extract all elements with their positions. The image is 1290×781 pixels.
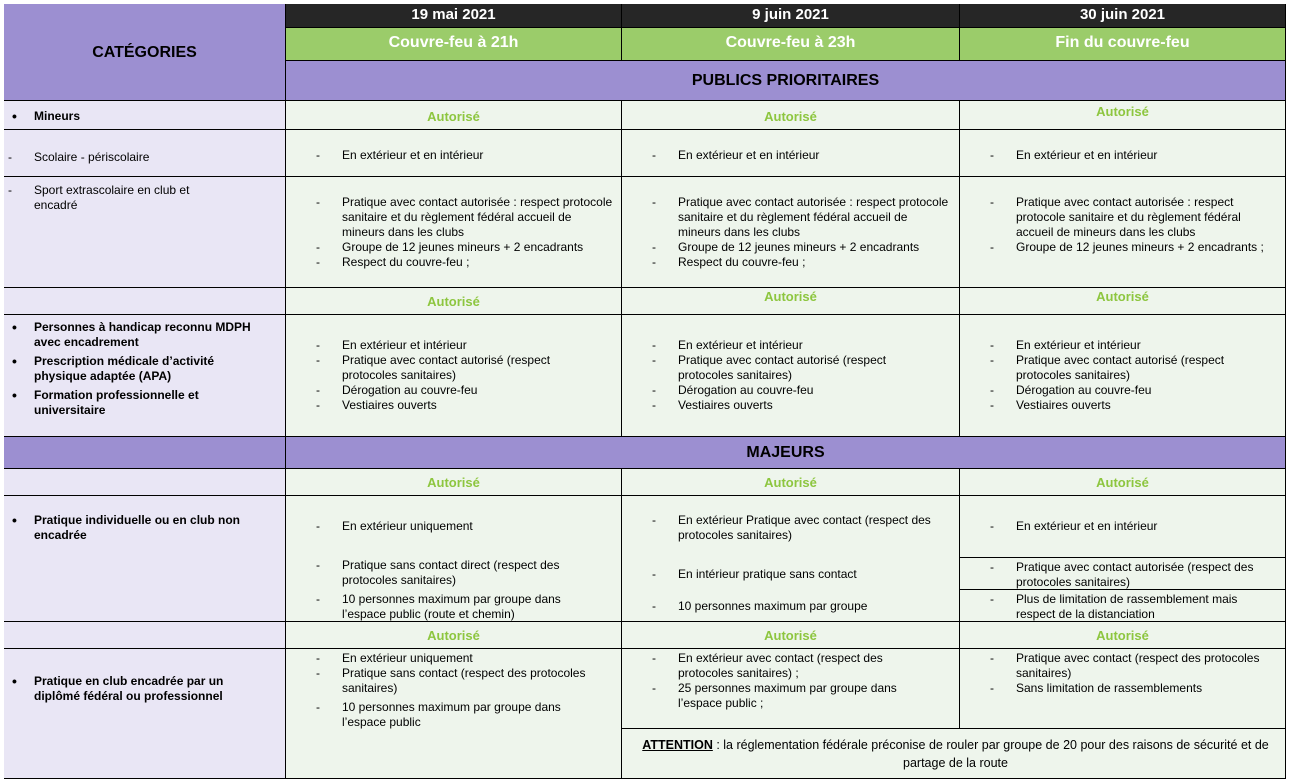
scolaire-item: - En extérieur et en intérieur xyxy=(986,148,1281,163)
individuelle-item: - En extérieur et en intérieur xyxy=(986,519,1265,534)
individuelle-label-cell xyxy=(4,496,286,622)
individuelle-item: - Plus de limitation de rassemblement mais respect de la distanciation xyxy=(986,592,1265,622)
club-item: - En extérieur avec contact (respect des protocoles sanitaires) ; xyxy=(648,651,939,681)
mineurs-label-cell xyxy=(4,101,286,130)
status-label: Autorisé xyxy=(427,628,480,643)
individuelle-item: - En intérieur pratique sans contact xyxy=(648,567,939,582)
club-status-col1 xyxy=(286,622,622,649)
phase-col3: Fin du couvre-feu xyxy=(960,28,1286,61)
status-label: Autorisé xyxy=(1096,628,1149,643)
date-col2: 9 juin 2021 xyxy=(622,4,960,28)
individuelle-col3-b xyxy=(960,558,1286,590)
club-item: - 25 personnes maximum par groupe dans l’espace public ; xyxy=(648,681,939,711)
scolaire-col1 xyxy=(286,130,622,177)
status-label: Autorisé xyxy=(427,109,480,124)
status-label: Autorisé xyxy=(1096,289,1149,304)
spacer-label-cell xyxy=(4,469,286,496)
handicap-item: - Pratique avec contact autorisé (respect protocoles sanitaires) xyxy=(648,353,929,383)
sport-item: - Groupe de 12 jeunes mineurs + 2 encadrants xyxy=(648,240,951,255)
club-col3 xyxy=(960,649,1286,729)
attention-text: : la réglementation fédérale préconise de rouler par groupe de 20 pour des raisons de sécurité et de partage de la route xyxy=(712,738,1269,770)
individuelle-item: - 10 personnes maximum par groupe dans l’espace public (route et chemin) xyxy=(312,592,599,622)
sport-item: - Groupe de 12 jeunes mineurs + 2 encadrants xyxy=(312,240,613,255)
club-item: - Pratique avec contact (respect des protocoles sanitaires) xyxy=(986,651,1265,681)
club-col1 xyxy=(286,649,622,779)
handicap-item: - Pratique avec contact autorisé (respect protocoles sanitaires) xyxy=(986,353,1255,383)
individuelle-item: - En extérieur Pratique avec contact (respect des protocoles sanitaires) xyxy=(648,513,939,543)
status-label: Autorisé xyxy=(764,475,817,490)
scolaire-item: - En extérieur et en intérieur xyxy=(312,148,617,163)
status-label: Autorisé xyxy=(764,109,817,124)
individuelle-item: - Pratique avec contact autorisée (respect des protocoles sanitaires) xyxy=(986,560,1265,590)
scolaire-label-cell xyxy=(4,130,286,177)
handicap-item: - Dérogation au couvre-feu xyxy=(986,383,1255,398)
handicap-item: - Vestiaires ouverts xyxy=(986,398,1255,413)
scolaire-label: - Scolaire - périscolaire xyxy=(4,150,285,165)
sport-label-cell xyxy=(4,177,286,288)
sport-item: - Respect du couvre-feu ; xyxy=(648,255,951,270)
handicap-item: - En extérieur et intérieur xyxy=(648,338,929,353)
attention-note xyxy=(622,729,1286,779)
sport-item: - Pratique avec contact autorisée : respect protocole sanitaire et du règlement fédéral accueil de mineurs dans les clubs xyxy=(986,195,1277,240)
majeurs-band xyxy=(286,437,1286,469)
handicap-status-col1 xyxy=(286,288,622,315)
majeurs-band-left xyxy=(4,437,286,469)
mineurs-status-col2 xyxy=(622,101,960,130)
handicap-col2 xyxy=(622,315,960,437)
handicap-item: - Dérogation au couvre-feu xyxy=(312,383,591,398)
handicap-label: • Personnes à handicap reconnu MDPH avec encadrement xyxy=(4,320,259,350)
date-col3: 30 juin 2021 xyxy=(960,4,1286,28)
scolaire-item: - En extérieur et en intérieur xyxy=(648,148,955,163)
mineurs-status-col3 xyxy=(960,101,1286,130)
majeurs-label: MAJEURS xyxy=(746,444,825,461)
sport-item: - Respect du couvre-feu ; xyxy=(312,255,613,270)
handicap-item: - Vestiaires ouverts xyxy=(312,398,591,413)
formation-label: • Formation professionnelle et universitaire xyxy=(4,388,259,418)
club-label: • Pratique en club encadrée par un diplômé fédéral ou professionnel xyxy=(4,674,259,704)
status-label: Autorisé xyxy=(427,475,480,490)
status-label: Autorisé xyxy=(1096,475,1149,490)
sport-item: - Pratique avec contact autorisée : respect protocole sanitaire et du règlement fédéral accueil de mineurs dans les clubs xyxy=(648,195,951,240)
individuelle-col3-a xyxy=(960,496,1286,558)
categories-header xyxy=(4,4,286,101)
club-status-col2 xyxy=(622,622,960,649)
handicap-item: - Vestiaires ouverts xyxy=(648,398,929,413)
scolaire-col3 xyxy=(960,130,1286,177)
scolaire-col2 xyxy=(622,130,960,177)
phase-col2: Couvre-feu à 23h xyxy=(622,28,960,61)
club-status-col3 xyxy=(960,622,1286,649)
club-item: - 10 personnes maximum par groupe dans l’espace public xyxy=(312,700,599,730)
sport-item: - Pratique avec contact autorisée : respect protocole sanitaire et du règlement fédéral accueil de mineurs dans les clubs xyxy=(312,195,613,240)
individuelle-label: • Pratique individuelle ou en club non encadrée xyxy=(4,513,254,543)
status-label: Autorisé xyxy=(427,294,480,309)
sport-col1 xyxy=(286,177,622,288)
individuelle-item: - 10 personnes maximum par groupe xyxy=(648,599,939,614)
sport-col2 xyxy=(622,177,960,288)
sport-label: - Sport extrascolaire en club et encadré xyxy=(4,183,234,213)
club-item: - En extérieur uniquement xyxy=(312,651,599,666)
mineurs-label: • Mineurs xyxy=(4,109,285,124)
categories-label: CATÉGORIES xyxy=(92,44,197,61)
spacer-label-cell xyxy=(4,288,286,315)
individuelle-item: - Pratique sans contact direct (respect des protocoles sanitaires) xyxy=(312,558,599,588)
club-item: - Pratique sans contact (respect des protocoles sanitaires) xyxy=(312,666,599,696)
attention-text-wrap xyxy=(636,736,1275,772)
individuelle-col3-c xyxy=(960,590,1286,622)
indiv-status-col3 xyxy=(960,469,1286,496)
status-label: Autorisé xyxy=(764,289,817,304)
indiv-status-col1 xyxy=(286,469,622,496)
handicap-item: - En extérieur et intérieur xyxy=(312,338,591,353)
handicap-item: - Pratique avec contact autorisé (respect protocoles sanitaires) xyxy=(312,353,591,383)
individuelle-col1 xyxy=(286,496,622,622)
handicap-col1 xyxy=(286,315,622,437)
apa-label: • Prescription médicale d’activité physique adaptée (APA) xyxy=(4,354,259,384)
sport-col3 xyxy=(960,177,1286,288)
club-label-cell xyxy=(4,649,286,779)
club-item: - Sans limitation de rassemblements xyxy=(986,681,1265,696)
handicap-status-col2 xyxy=(622,288,960,315)
attention-label: ATTENTION xyxy=(642,738,713,752)
handicap-item: - En extérieur et intérieur xyxy=(986,338,1255,353)
status-label: Autorisé xyxy=(764,628,817,643)
mineurs-status-col1 xyxy=(286,101,622,130)
publics-prioritaires-label: PUBLICS PRIORITAIRES xyxy=(691,72,880,89)
spacer-label-cell xyxy=(4,622,286,649)
individuelle-col2 xyxy=(622,496,960,622)
handicap-item: - Dérogation au couvre-feu xyxy=(648,383,929,398)
club-col2 xyxy=(622,649,960,729)
status-label: Autorisé xyxy=(1096,104,1149,119)
handicap-col3 xyxy=(960,315,1286,437)
individuelle-item: - En extérieur uniquement xyxy=(312,519,599,534)
sport-item: - Groupe de 12 jeunes mineurs + 2 encadrants ; xyxy=(986,240,1277,255)
indiv-status-col2 xyxy=(622,469,960,496)
handicap-label-cell xyxy=(4,315,286,437)
publics-prioritaires-band xyxy=(286,61,1286,101)
phase-col1: Couvre-feu à 21h xyxy=(286,28,622,61)
date-col1: 19 mai 2021 xyxy=(286,4,622,28)
handicap-status-col3 xyxy=(960,288,1286,315)
